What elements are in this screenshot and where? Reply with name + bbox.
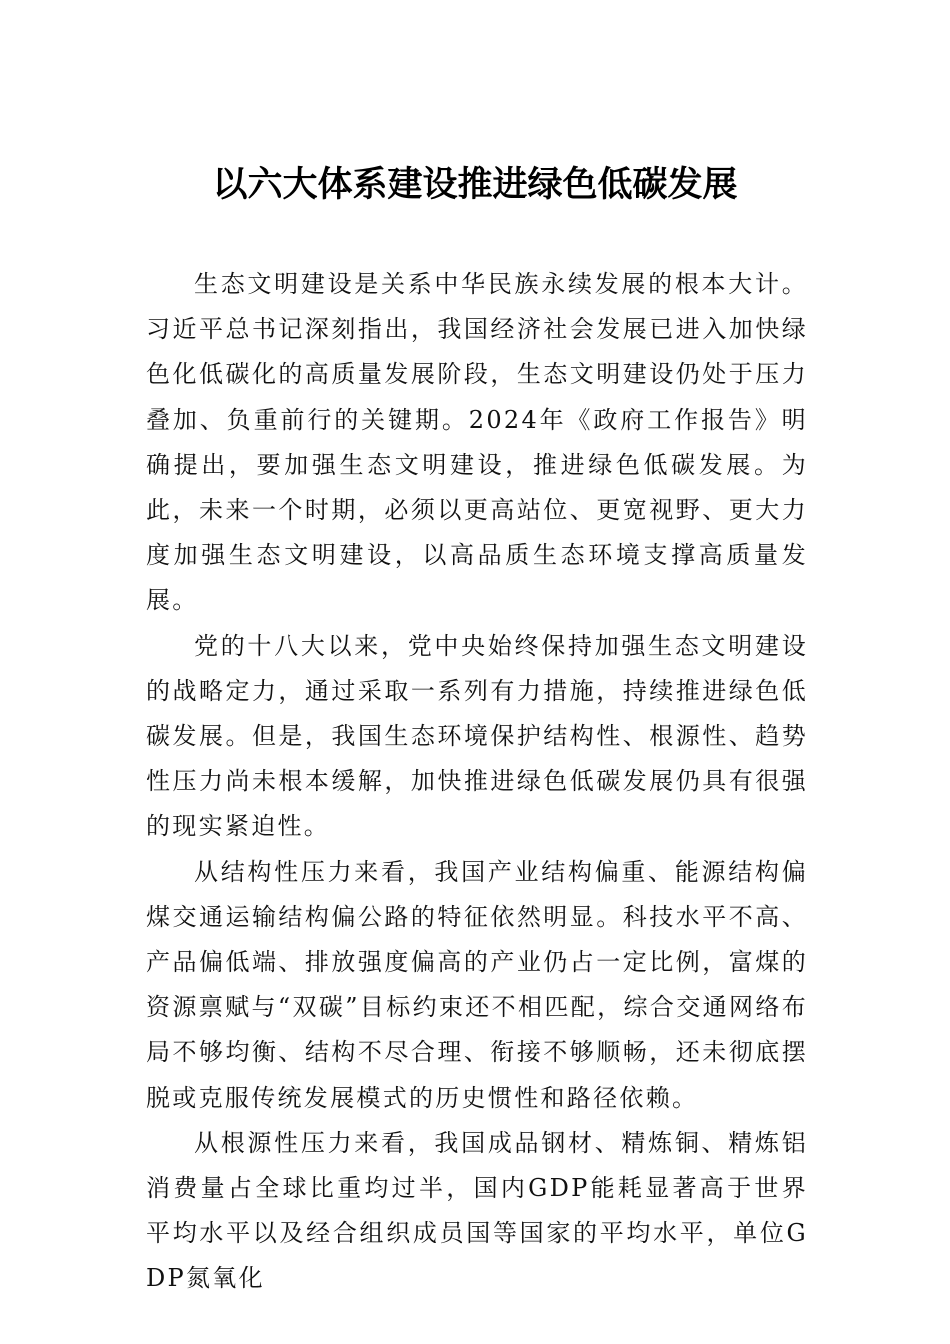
document-title: 以六大体系建设推进绿色低碳发展 — [212, 165, 738, 205]
document-body — [146, 262, 808, 1302]
paragraph-intro: 生态文明建设是关系中华民族永续发展的根本大计。习近平总书记深刻指出，我国经济社会发展已进入加快绿色化低碳化的高质量发展阶段，生态文明建设仍处于压力叠加、负重前行的关键期。2024年《政府工作报告》明确提出，要加强生态文明建设，推进绿色低碳发展。为此，未来一个时期，必须以更高站位、更宽视野、更大力度加强生态文明建设，以高品质生态环境支撑高质量发展。 — [146, 270, 808, 615]
paragraph-structural-pressure: 从结构性压力来看，我国产业结构偏重、能源结构偏煤交通运输结构偏公路的特征依然明显。科技水平不高、产品偏低端、排放强度偏高的产业仍占一定比例，富煤的资源禀赋与“双碳”目标约束还不相匹配，综合交通网络布局不够均衡、结构不尽合理、衔接不够顺畅，还未彻底摆脱或克服传统发展模式的历史惯性和路径依赖。 — [146, 857, 808, 1112]
paragraph-root-pressure: 从根源性压力来看，我国成品钢材、精炼铜、精炼铝消费量占全球比重均过半，国内GDP能耗显著高于世界平均水平以及经合组织成员国等国家的平均水平，单位GDP氮氧化 — [146, 1128, 808, 1293]
paragraph-background: 党的十八大以来，党中央始终保持加强生态文明建设的战略定力，通过采取一系列有力措施，持续推进绿色低碳发展。但是，我国生态环境保护结构性、根源性、趋势性压力尚未根本缓解，加快推进绿色低碳发展仍具有很强的现实紧迫性。 — [146, 631, 808, 841]
